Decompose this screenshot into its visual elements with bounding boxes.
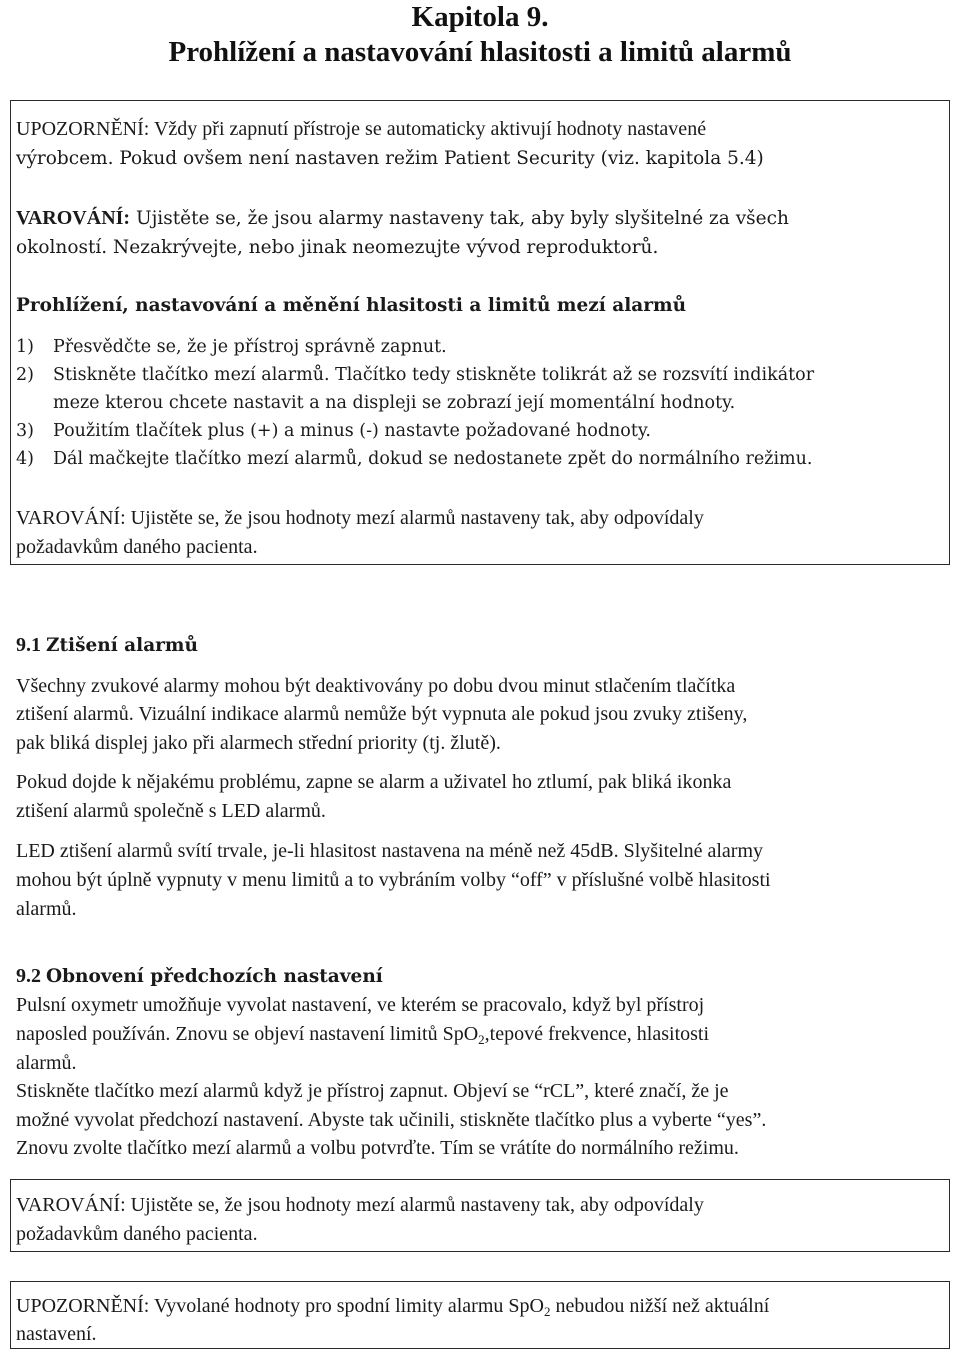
- list-number: 2): [16, 365, 34, 385]
- list-text: Dál mačkejte tlačítko mezí alarmů, dokud se nedostanete zpět do normálního režimu.: [53, 449, 813, 469]
- paragraph-line: možné vyvolat předchozí nastavení. Abyste tak učinili, stiskněte tlačítko plus a vyberte “yes”.: [16, 1109, 767, 1131]
- chapter-title: Prohlížení a nastavování hlasitosti a limitů alarmů: [168, 36, 792, 68]
- notice-text-2: výrobcem. Pokud ovšem není nastaven režim Patient Security (viz. kapitola 5.4): [16, 148, 764, 169]
- caution-box-line-2: nastavení.: [16, 1323, 97, 1345]
- warning-text: Ujistěte se, že jsou hodnoty mezí alarmů nastaveny tak, aby odpovídaly: [130, 1194, 704, 1216]
- section-number: 9.1: [16, 634, 41, 656]
- paragraph-line: alarmů.: [16, 1052, 77, 1074]
- list-number: 1): [16, 337, 34, 357]
- paragraph-line: Pulsní oxymetr umožňuje vyvolat nastavení, ve kterém se pracovalo, když byl přístroj: [16, 994, 705, 1016]
- subscript: 2: [543, 1304, 551, 1319]
- warning2-text-2: požadavkům daného pacienta.: [16, 536, 258, 558]
- list-item-2: [16, 361, 814, 390]
- text-fragment: ,tepové frekvence, hlasitosti: [484, 1023, 710, 1045]
- warning-text-1: Ujistěte se, že jsou alarmy nastaveny tak, aby byly slyšitelné za všech: [135, 208, 789, 229]
- text-fragment: Vyvolané hodnoty pro spodní limity alarmu SpO: [153, 1295, 544, 1317]
- section-9-2-heading: [16, 962, 383, 991]
- list-item-4: [16, 445, 812, 474]
- caution-box-line-1: [16, 1292, 769, 1326]
- caution-label: UPOZORNĚNÍ:: [16, 1295, 150, 1317]
- list-item-3: [16, 417, 651, 446]
- subscript: 2: [478, 1032, 485, 1047]
- section-title: Ztišení alarmů: [46, 635, 198, 656]
- paragraph-line: pak bliká displej jako při alarmech střední priority (tj. žlutě).: [16, 732, 501, 754]
- text-fragment: naposled používán. Znovu se objeví nastavení limitů SpO: [16, 1023, 479, 1045]
- paragraph-line: ztišení alarmů společně s LED alarmů.: [16, 800, 326, 822]
- paragraph-line: ztišení alarmů. Vizuální indikace alarmů nemůže být vypnuta ale pokud jsou zvuky ztišeny,: [16, 703, 748, 725]
- paragraph-line: [16, 1020, 709, 1054]
- paragraph-line: alarmů.: [16, 898, 77, 920]
- warning-box-line-1: [16, 1191, 704, 1220]
- warning-label: VAROVÁNÍ:: [16, 207, 131, 229]
- warning2-line-1: [16, 504, 704, 533]
- warning-box-line-2: požadavkům daného pacienta.: [16, 1223, 258, 1245]
- notice-line-1: [16, 115, 706, 144]
- paragraph-line: Pokud dojde k nějakému problému, zapne se alarm a uživatel ho ztlumí, pak bliká ikonka: [16, 771, 732, 793]
- paragraph-line: Stiskněte tlačítko mezí alarmů když je přístroj zapnut. Objeví se “rCL”, které značí, že je: [16, 1080, 729, 1102]
- list-text: Stiskněte tlačítko mezí alarmů. Tlačítko tedy stiskněte tolikrát až se rozsvítí indikátor: [53, 365, 815, 385]
- warning-line-1: [16, 204, 789, 233]
- list-text: Přesvědčte se, že je přístroj správně zapnut.: [53, 337, 447, 357]
- list-number: 3): [16, 421, 34, 441]
- warning-label: VAROVÁNÍ:: [16, 1194, 126, 1216]
- paragraph-line: mohou být úplně vypnuty v menu limitů a to vybráním volby “off” v příslušné volbě hlasitosti: [16, 869, 771, 891]
- warning2-text-1: Ujistěte se, že jsou hodnoty mezí alarmů nastaveny tak, aby odpovídaly: [130, 507, 704, 529]
- paragraph-line: LED ztišení alarmů svítí trvale, je-li hlasitost nastavena na méně než 45dB. Slyšitelné alarmy: [16, 840, 764, 862]
- notice-text-1: Vždy při zapnutí přístroje se automaticky aktivují hodnoty nastavené: [153, 118, 707, 140]
- list-number: 4): [16, 449, 34, 469]
- section-9-1-heading: [16, 631, 198, 660]
- section-heading: Prohlížení, nastavování a měnění hlasitosti a limitů mezí alarmů: [16, 295, 687, 316]
- section-number: 9.2: [16, 965, 41, 987]
- chapter-number: Kapitola 9.: [411, 1, 549, 33]
- paragraph-line: Všechny zvukové alarmy mohou být deaktivovány po dobu dvou minut stlačením tlačítka: [16, 675, 736, 697]
- warning-text-2: okolností. Nezakrývejte, nebo jinak neomezujte vývod reproduktorů.: [16, 237, 659, 258]
- section-title: Obnovení předchozích nastavení: [46, 966, 383, 987]
- text-fragment: nebudou nižší než aktuální: [555, 1295, 770, 1317]
- list-item-1: [16, 333, 447, 362]
- list-text: Použitím tlačítek plus (+) a minus (-) nastavte požadované hodnoty.: [53, 421, 651, 441]
- warning2-label: VAROVÁNÍ:: [16, 507, 126, 529]
- list-item-2-continued: meze kterou chcete nastavit a na displeji se zobrazí její momentální hodnoty.: [53, 393, 736, 413]
- paragraph-line: Znovu zvolte tlačítko mezí alarmů a volbu potvrďte. Tím se vrátíte do normálního režimu.: [16, 1137, 739, 1159]
- notice-label: UPOZORNĚNÍ:: [16, 118, 150, 140]
